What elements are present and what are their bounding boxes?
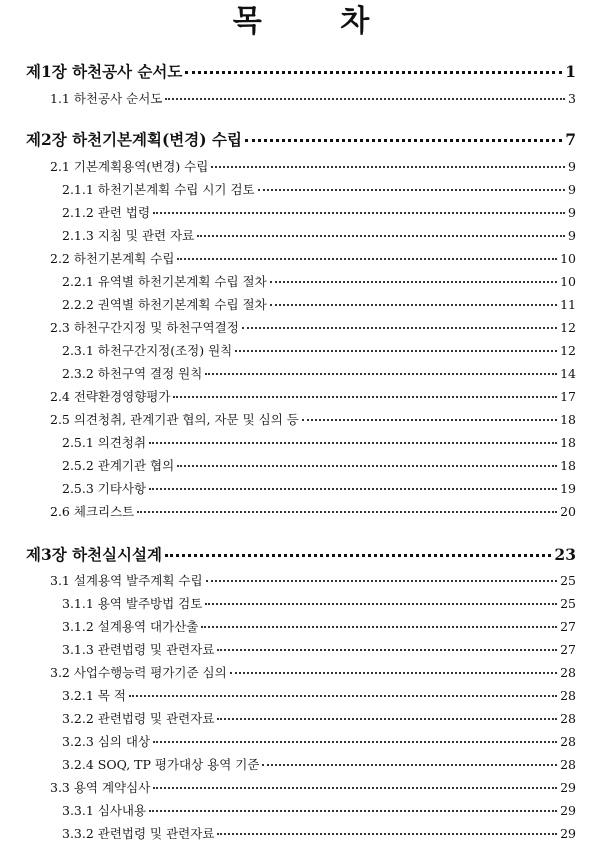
entry-title: 2.1 기본계획용역(변경) 수립 (50, 159, 209, 174)
page-number: 7 (565, 130, 576, 149)
page-number: 18 (560, 458, 576, 473)
page-number: 28 (560, 688, 576, 703)
page-number: 11 (560, 297, 576, 312)
dot-leader (177, 465, 557, 467)
toc-entry[interactable] (62, 479, 576, 497)
toc-entry[interactable] (62, 456, 576, 474)
toc-entry[interactable] (50, 387, 576, 405)
page-number: 1 (565, 62, 576, 81)
chapter-title: 제1장 하천공사 순서도 (26, 62, 183, 81)
dot-leader (165, 98, 565, 100)
dot-leader (185, 71, 562, 74)
dot-leader (270, 281, 557, 283)
entry-title: 2.1.3 지침 및 관련 자료 (62, 228, 195, 243)
toc-entry[interactable] (50, 318, 576, 336)
entry-title: 2.5 의견청취, 관계기관 협의, 자문 및 심의 등 (50, 412, 299, 427)
entry-title: 2.4 전략환경영향평가 (50, 389, 171, 404)
toc-entry[interactable] (50, 571, 576, 589)
entry-title: 2.2 하천기본계획 수립 (50, 251, 175, 266)
dot-leader (206, 580, 558, 582)
toc-entry[interactable] (50, 89, 576, 107)
entry-title: 2.2.2 권역별 하천기본계획 수립 절차 (62, 297, 267, 312)
dot-leader (129, 695, 557, 697)
page-number: 19 (560, 481, 576, 496)
dot-leader (230, 672, 557, 674)
dot-leader (235, 350, 557, 352)
toc-entry[interactable] (62, 801, 576, 819)
entry-title: 2.5.1 의견청취 (62, 435, 147, 450)
page-number: 12 (560, 343, 576, 358)
toc-entry[interactable] (62, 433, 576, 451)
dot-leader (242, 327, 557, 329)
toc-entry[interactable] (50, 778, 576, 796)
page-number: 27 (560, 642, 576, 657)
entry-title: 3.3 용역 계약심사 (50, 780, 151, 795)
toc-entry[interactable] (50, 502, 576, 520)
page-number: 29 (560, 803, 576, 818)
page-number: 28 (560, 757, 576, 772)
page-number: 29 (560, 780, 576, 795)
page-number: 12 (560, 320, 576, 335)
dot-leader (149, 442, 557, 444)
page-number: 25 (560, 596, 576, 611)
toc-entry[interactable] (62, 709, 576, 727)
dot-leader (302, 419, 557, 421)
dot-leader (165, 554, 551, 557)
entry-title: 2.5.3 기타사항 (62, 481, 147, 496)
entry-title: 3.2.3 심의 대상 (62, 734, 151, 749)
toc-entry[interactable] (62, 594, 576, 612)
dot-leader (270, 304, 557, 306)
dot-leader (258, 189, 565, 191)
chapter-heading[interactable] (26, 543, 576, 565)
page-number: 28 (560, 734, 576, 749)
page-number: 29 (560, 826, 576, 841)
toc-entry[interactable] (62, 617, 576, 635)
toc-entry[interactable] (50, 663, 576, 681)
dot-leader (245, 139, 562, 142)
page-number: 25 (560, 573, 576, 588)
entry-title: 2.3.1 하천구간지정(조정) 원칙 (62, 343, 233, 358)
entry-title: 2.2.1 유역별 하천기본계획 수립 절차 (62, 274, 267, 289)
page-number: 10 (560, 251, 576, 266)
toc-entry[interactable] (62, 180, 576, 198)
entry-title: 3.2.1 목 적 (62, 688, 126, 703)
toc-entry[interactable] (62, 640, 576, 658)
entry-title: 3.2.4 SOQ, TP 평가대상 용역 기준 (62, 757, 260, 772)
dot-leader (153, 787, 557, 789)
page-number: 9 (568, 159, 576, 174)
entry-title: 3.2.2 관련법령 및 관련자료 (62, 711, 215, 726)
page-number: 18 (560, 435, 576, 450)
entry-title: 3.1 설계용역 발주계획 수립 (50, 573, 203, 588)
dot-leader (153, 741, 557, 743)
chapter-heading[interactable] (26, 60, 576, 82)
entry-title: 3.1.2 설계용역 대가산출 (62, 619, 199, 634)
dot-leader (149, 488, 557, 490)
page-number: 9 (568, 205, 576, 220)
page-number: 9 (568, 228, 576, 243)
entry-title: 2.3.2 하천구역 결정 원칙 (62, 366, 203, 381)
entry-title: 1.1 하천공사 순서도 (50, 91, 163, 106)
page-number: 9 (568, 182, 576, 197)
entry-title: 3.1.1 용역 발주방법 검토 (62, 596, 203, 611)
toc-entry[interactable] (62, 341, 576, 359)
page-number: 17 (560, 389, 576, 404)
toc-entry[interactable] (62, 203, 576, 221)
entry-title: 2.1.1 하천기본계획 수립 시기 검토 (62, 182, 255, 197)
chapter-heading[interactable] (26, 128, 576, 150)
dot-leader (205, 373, 557, 375)
toc-entry[interactable] (62, 732, 576, 750)
dot-leader (197, 235, 565, 237)
dot-leader (177, 258, 557, 260)
entry-title: 3.3.2 관련법령 및 관련자료 (62, 826, 215, 841)
dot-leader (217, 833, 557, 835)
dot-leader (211, 166, 565, 168)
page-title: 목 차 (232, 4, 404, 39)
page-number: 18 (560, 412, 576, 427)
dot-leader (173, 396, 557, 398)
dot-leader (153, 212, 565, 214)
toc-entry[interactable] (62, 364, 576, 382)
page-number: 20 (560, 504, 576, 519)
page-number: 27 (560, 619, 576, 634)
page-number: 23 (554, 545, 576, 564)
chapter-title: 제2장 하천기본계획(변경) 수립 (26, 130, 242, 149)
toc-entry[interactable] (50, 249, 576, 267)
page-number: 28 (560, 711, 576, 726)
page-number: 3 (568, 91, 576, 106)
page-number: 28 (560, 665, 576, 680)
entry-title: 3.2 사업수행능력 평가기준 심의 (50, 665, 227, 680)
entry-title: 2.1.2 관련 법령 (62, 205, 151, 220)
toc-entry[interactable] (62, 686, 576, 704)
page-number: 10 (560, 274, 576, 289)
toc-entry[interactable] (62, 755, 576, 773)
toc-entry[interactable] (62, 824, 576, 842)
toc-entry[interactable] (50, 157, 576, 175)
toc-entry[interactable] (62, 226, 576, 244)
dot-leader (149, 810, 557, 812)
dot-leader (201, 626, 557, 628)
dot-leader (137, 511, 557, 513)
toc-entry[interactable] (62, 272, 576, 290)
chapter-title: 제3장 하천실시설계 (26, 545, 162, 564)
dot-leader (217, 718, 557, 720)
entry-title: 2.5.2 관계기관 협의 (62, 458, 175, 473)
toc-entry[interactable] (50, 410, 576, 428)
entry-title: 3.1.3 관련법령 및 관련자료 (62, 642, 215, 657)
page-number: 14 (560, 366, 576, 381)
entry-title: 2.3 하천구간지정 및 하천구역결정 (50, 320, 239, 335)
dot-leader (262, 764, 557, 766)
dot-leader (217, 649, 557, 651)
toc-entry[interactable] (62, 295, 576, 313)
entry-title: 3.3.1 심사내용 (62, 803, 147, 818)
dot-leader (205, 603, 557, 605)
entry-title: 2.6 체크리스트 (50, 504, 135, 519)
